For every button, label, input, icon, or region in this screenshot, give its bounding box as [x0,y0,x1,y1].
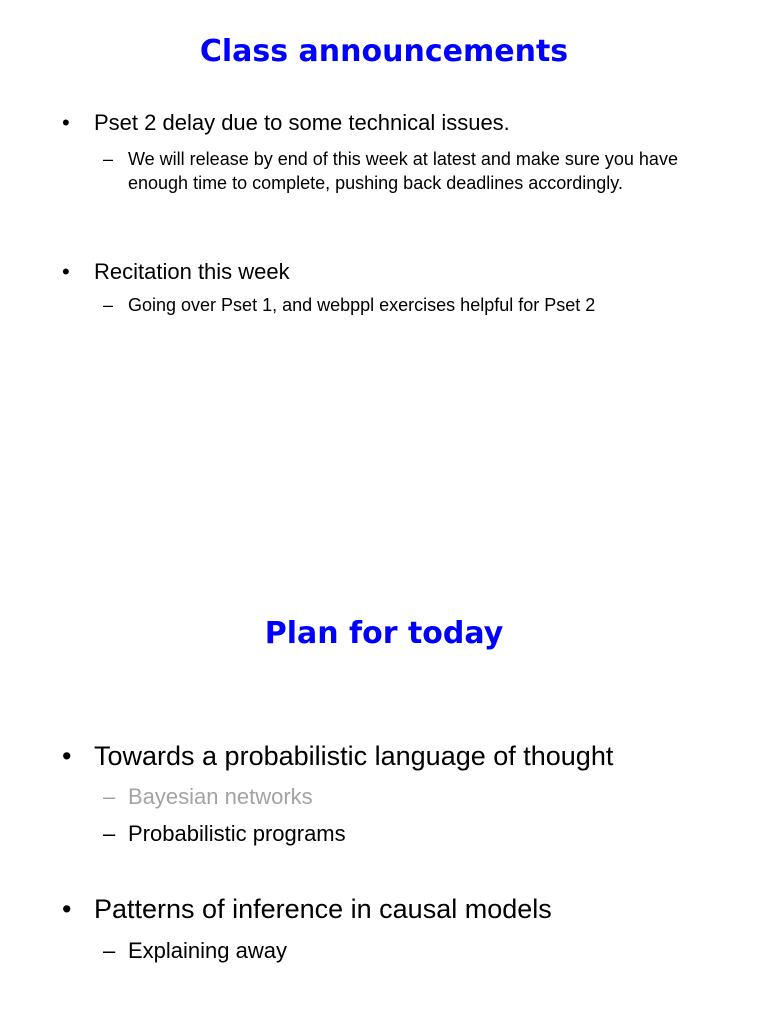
bullet-text: Patterns of inference in causal models [94,894,552,924]
sub-bullet-item [103,821,346,847]
sub-bullet-text: Probabilistic programs [128,821,346,846]
sub-bullet-item [103,293,723,317]
bullet-item [62,741,613,772]
sub-bullet-item-dimmed [103,784,313,810]
sub-bullet-text: Explaining away [128,938,287,963]
dash-glyph: – [103,938,116,963]
bullet-text: Towards a probabilistic language of thought [94,741,614,771]
bullet-item [62,110,510,136]
dash-glyph: – [103,295,114,315]
bullet-glyph: • [62,259,70,284]
slide-title: Class announcements [199,34,569,69]
bullet-glyph: • [62,110,70,135]
bullet-item [62,259,290,285]
sub-bullet-text: We will release by end of this week at latest and make sure you have enough time to complete, pushing back deadlines accordingly. [128,149,678,193]
dash-glyph: – [103,784,116,809]
bullet-glyph: • [62,741,72,771]
sub-bullet-item [103,938,287,964]
slide-title: Plan for today [264,616,504,651]
bullet-text: Recitation this week [94,259,290,284]
bullet-text: Pset 2 delay due to some technical issues. [94,110,510,135]
sub-bullet-item [103,147,703,195]
dash-glyph: – [103,149,114,169]
sub-bullet-text: Going over Pset 1, and webppl exercises helpful for Pset 2 [128,295,596,315]
bullet-item [62,894,552,925]
sub-bullet-text: Bayesian networks [128,784,313,809]
bullet-glyph: • [62,894,72,924]
dash-glyph: – [103,821,116,846]
slide-plan-for-today [0,512,768,1024]
